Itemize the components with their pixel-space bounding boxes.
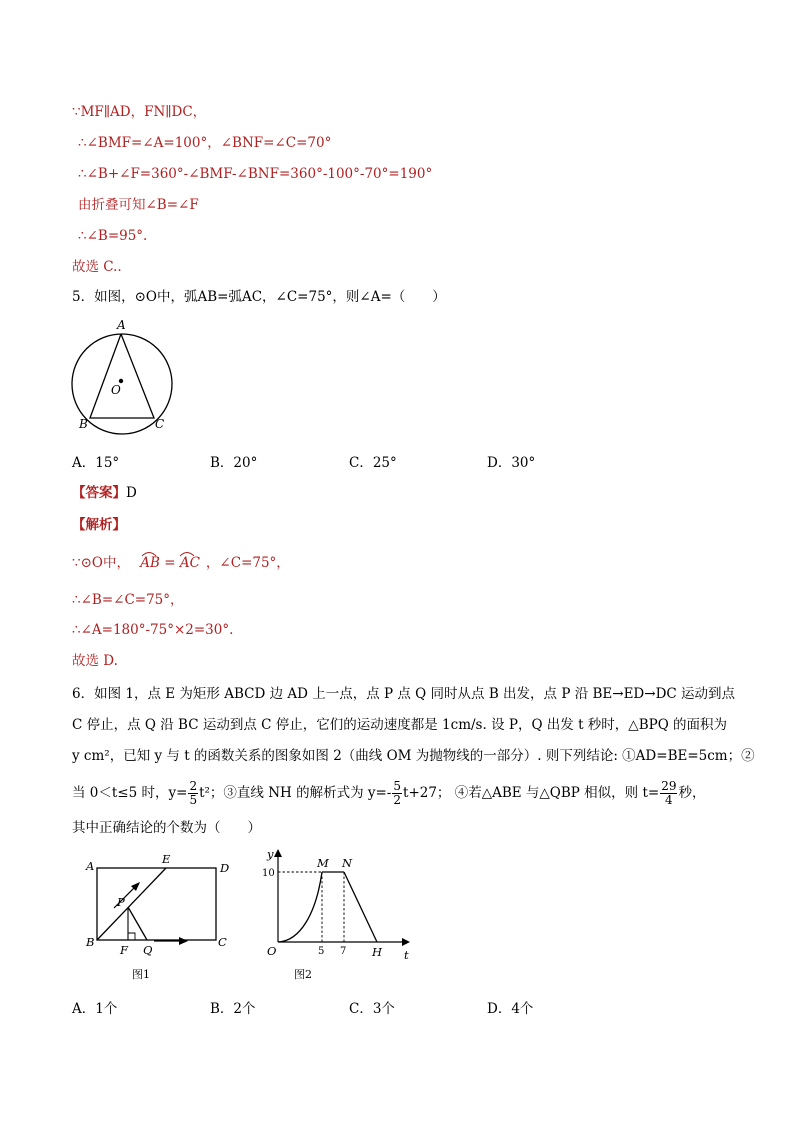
option-b[interactable]: B．20° [210, 455, 258, 471]
question-6-line: 6．如图 1，点 E 为矩形 ABCD 边 AD 上一点，点 P 点 Q 同时从点 B 出发，点 P 沿 BE→ED→DC 运动到点 [72, 686, 736, 702]
label-f: F [120, 943, 128, 957]
figure-2-graph [258, 842, 418, 984]
analysis-line: ∴∠A=180°-75°×2=30°. [72, 622, 234, 638]
fraction: $\frac{2}{5}$ [189, 779, 198, 807]
label-o: O [111, 383, 121, 397]
label-b: B [86, 935, 95, 949]
analysis-line: ∴∠B=∠C=75°， [72, 592, 184, 608]
label-n: N [342, 856, 353, 870]
option-a[interactable]: A．1个 [72, 1001, 118, 1017]
label-a: A [117, 318, 126, 332]
option-c[interactable]: C．25° [349, 455, 397, 471]
solution-line: ∴∠B=95°. [78, 228, 148, 244]
arc-marks [140, 549, 204, 557]
label-b: B [79, 417, 88, 431]
solution-line: 由折叠可知∠B=∠F [78, 197, 199, 213]
fraction: $\frac{5}{2}$ [393, 779, 402, 807]
question-6-line: y cm²，已知 y 与 t 的函数关系的图象如图 2（曲线 OM 为抛物线的一部分）. 则下列结论: ①AD=BE=5cm；② [72, 748, 755, 764]
q6-text: t+27； ④若△ABE 与△QBP 相似，则 t= [403, 785, 660, 801]
label-c: C [218, 935, 227, 949]
analysis-label: 【解析】 [72, 517, 126, 533]
solution-line: 故选 C.. [72, 259, 122, 275]
label-10: 10 [262, 868, 275, 879]
option-d[interactable]: D．30° [487, 455, 536, 471]
label-e: E [162, 852, 171, 866]
label-p: P [117, 895, 125, 909]
analysis-text: ，∠C=75°， [205, 555, 290, 571]
solution-line: ∵MF∥AD，FN∥DC， [72, 104, 207, 120]
answer-value: D [126, 485, 137, 501]
analysis-line [72, 553, 290, 573]
solution-line: ∴∠B+∠F=360°-∠BMF-∠BNF=360°-100°-70°=190° [78, 166, 433, 182]
figure-caption: 图1 [132, 968, 150, 981]
label-y: y [267, 847, 274, 861]
option-a[interactable]: A．15° [72, 455, 120, 471]
solution-line: ∴∠BMF=∠A=100°，∠BNF=∠C=70° [78, 135, 332, 151]
triangle-abc [90, 334, 154, 418]
label-h: H [372, 945, 383, 959]
label-a: A [86, 859, 95, 873]
arc-text: AB = AC [140, 555, 200, 571]
label-t: t [404, 948, 409, 962]
q6-text: t²；③直线 NH 的解析式为 y=- [199, 785, 392, 801]
option-d[interactable]: D．4个 [487, 1001, 534, 1017]
question-6-line [72, 780, 705, 807]
answer-label: 【答案】 [72, 485, 126, 501]
label-o: O [267, 944, 277, 958]
label-7: 7 [340, 946, 347, 957]
label-d: D [220, 861, 230, 875]
figure-1-rectangle [80, 848, 240, 984]
analysis-line: 故选 D. [72, 653, 118, 669]
figure-caption: 图2 [294, 968, 312, 981]
option-b[interactable]: B．2个 [210, 1001, 256, 1017]
question-6-line: 其中正确结论的个数为（ ） [72, 820, 261, 836]
q6-text: 当 0＜t≤5 时，y= [72, 785, 188, 801]
fraction: $\frac{29}{4}$ [661, 779, 677, 807]
question-6-line: C 停止，点 Q 沿 BC 运动到点 C 停止，它们的运动速度都是 1cm/s. 设 P，Q 出发 t 秒时，△BPQ 的面积为 [72, 717, 728, 733]
q6-text: 秒， [678, 785, 706, 801]
question-5-stem: 5．如图，⊙O中，弧AB=弧AC，∠C=75°，则∠A=（ ） [72, 289, 446, 305]
label-m: M [317, 856, 329, 870]
label-q: Q [143, 943, 153, 957]
answer-row [72, 483, 137, 503]
circle-figure [64, 314, 184, 436]
option-c[interactable]: C．3个 [349, 1001, 395, 1017]
label-5: 5 [318, 946, 325, 957]
label-c: C [155, 417, 165, 431]
analysis-text: ∵⊙O中， [72, 555, 130, 571]
arc-equation [140, 553, 200, 573]
